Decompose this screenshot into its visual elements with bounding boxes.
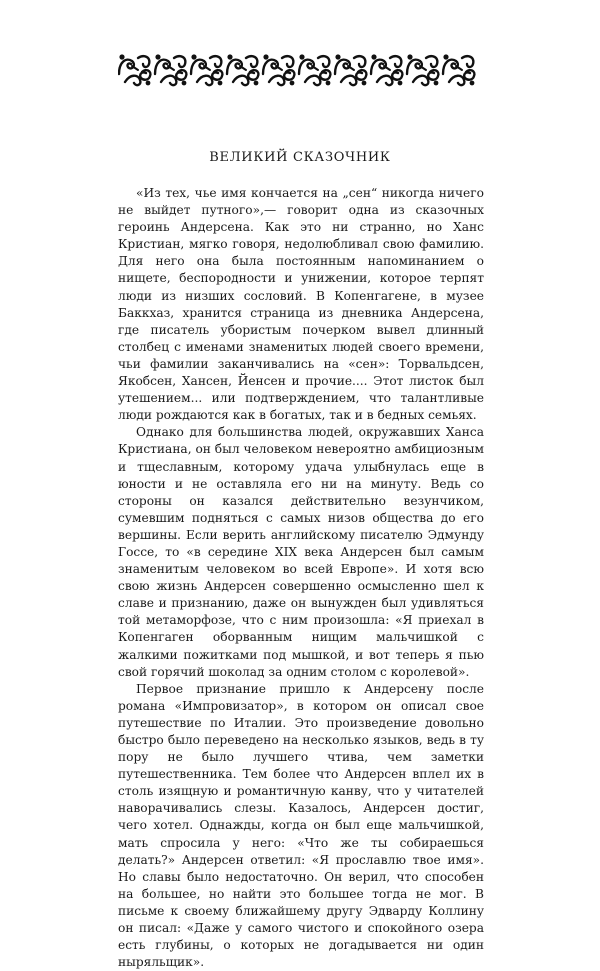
chapter-title: ВЕЛИКИЙ СКАЗОЧНИК <box>209 150 391 165</box>
chapter-body <box>118 185 484 971</box>
paragraph-3: Первое признание пришло к Андерсену после романа «Импровизатор», в котором он описал свое путешествие по Италии. Это произведение довольно быстро было переведено на несколько языков, ведь в ту пору не было лучшего чтива, чем заметки путешественника. Тем более что Андерсен вплел их в столь изящную и романтичную канву, что у читателей наворачивались слезы. Казалось, Андерсен достиг, чего хотел. Однажды, когда он был еще мальчишкой, мать спросила у него: «Что же ты собираешься делать?» Андерсен ответил: «Я прославлю твое имя». Но славы было недостаточно. Он верил, что способен на большее, но найти это большее тогда не мог. В письме к своему ближайшему другу Эдварду Коллину он писал: «Даже у самого чистого и спокойного озера есть глубины, о которых не догадывается ни один ныряльщик». <box>118 681 484 970</box>
decorative-ornament-band <box>118 52 482 88</box>
paragraph-1: «Из тех, чье имя кончается на „сен“ никогда ничего не выйдет путного»,— говорит одна из сказочных героинь Андерсена. Как это ни странно, но Ханс Кристиан, мягко говоря, недолюбливал свою фамилию. Для него она была постоянным напоминанием о нищете, беспородности и унижении, которое терпят люди из низших сословий. В Копенгагене, в музее Баккхаз, хранится страница из дневника Андерсена, где писатель убористым почерком вывел длинный столбец с именами знаменитых людей своего времени, чьи фамилии заканчивались на «сен»: Торвальдсен, Якобсен, Хансен, Йенсен и прочие.... Этот листок был утешением... или подтверждением, что талантливые люди рождаются как в богатых, так и в бедных семьях. <box>118 186 484 423</box>
ornament-row <box>119 54 474 85</box>
paragraph-2: Однако для большинства людей, окружавших Ханса Кристиана, он был человеком невероятно амбициозным и тщеславным, которому удача улыбнулась еще в юности и не оставляла его ни на минуту. Ведь со стороны он казался действительно везунчиком, сумевшим подняться с самых низов общества до его вершины. Если верить английскому писателю Эдмунду Госсе, то «в середине XIX века Андерсен был самым знаменитым человеком во всей Европе». И хотя всю свою жизнь Андерсен совершенно осмысленно шел к славе и признанию, даже он вынужден был удивляться той метаморфозе, что с ним произошла: «Я приехал в Копенгаген оборванным нищим мальчишкой с жалкими пожитками под мышкой, и вот теперь я пью свой горячий шоколад за одним столом с королевой». <box>118 425 484 679</box>
